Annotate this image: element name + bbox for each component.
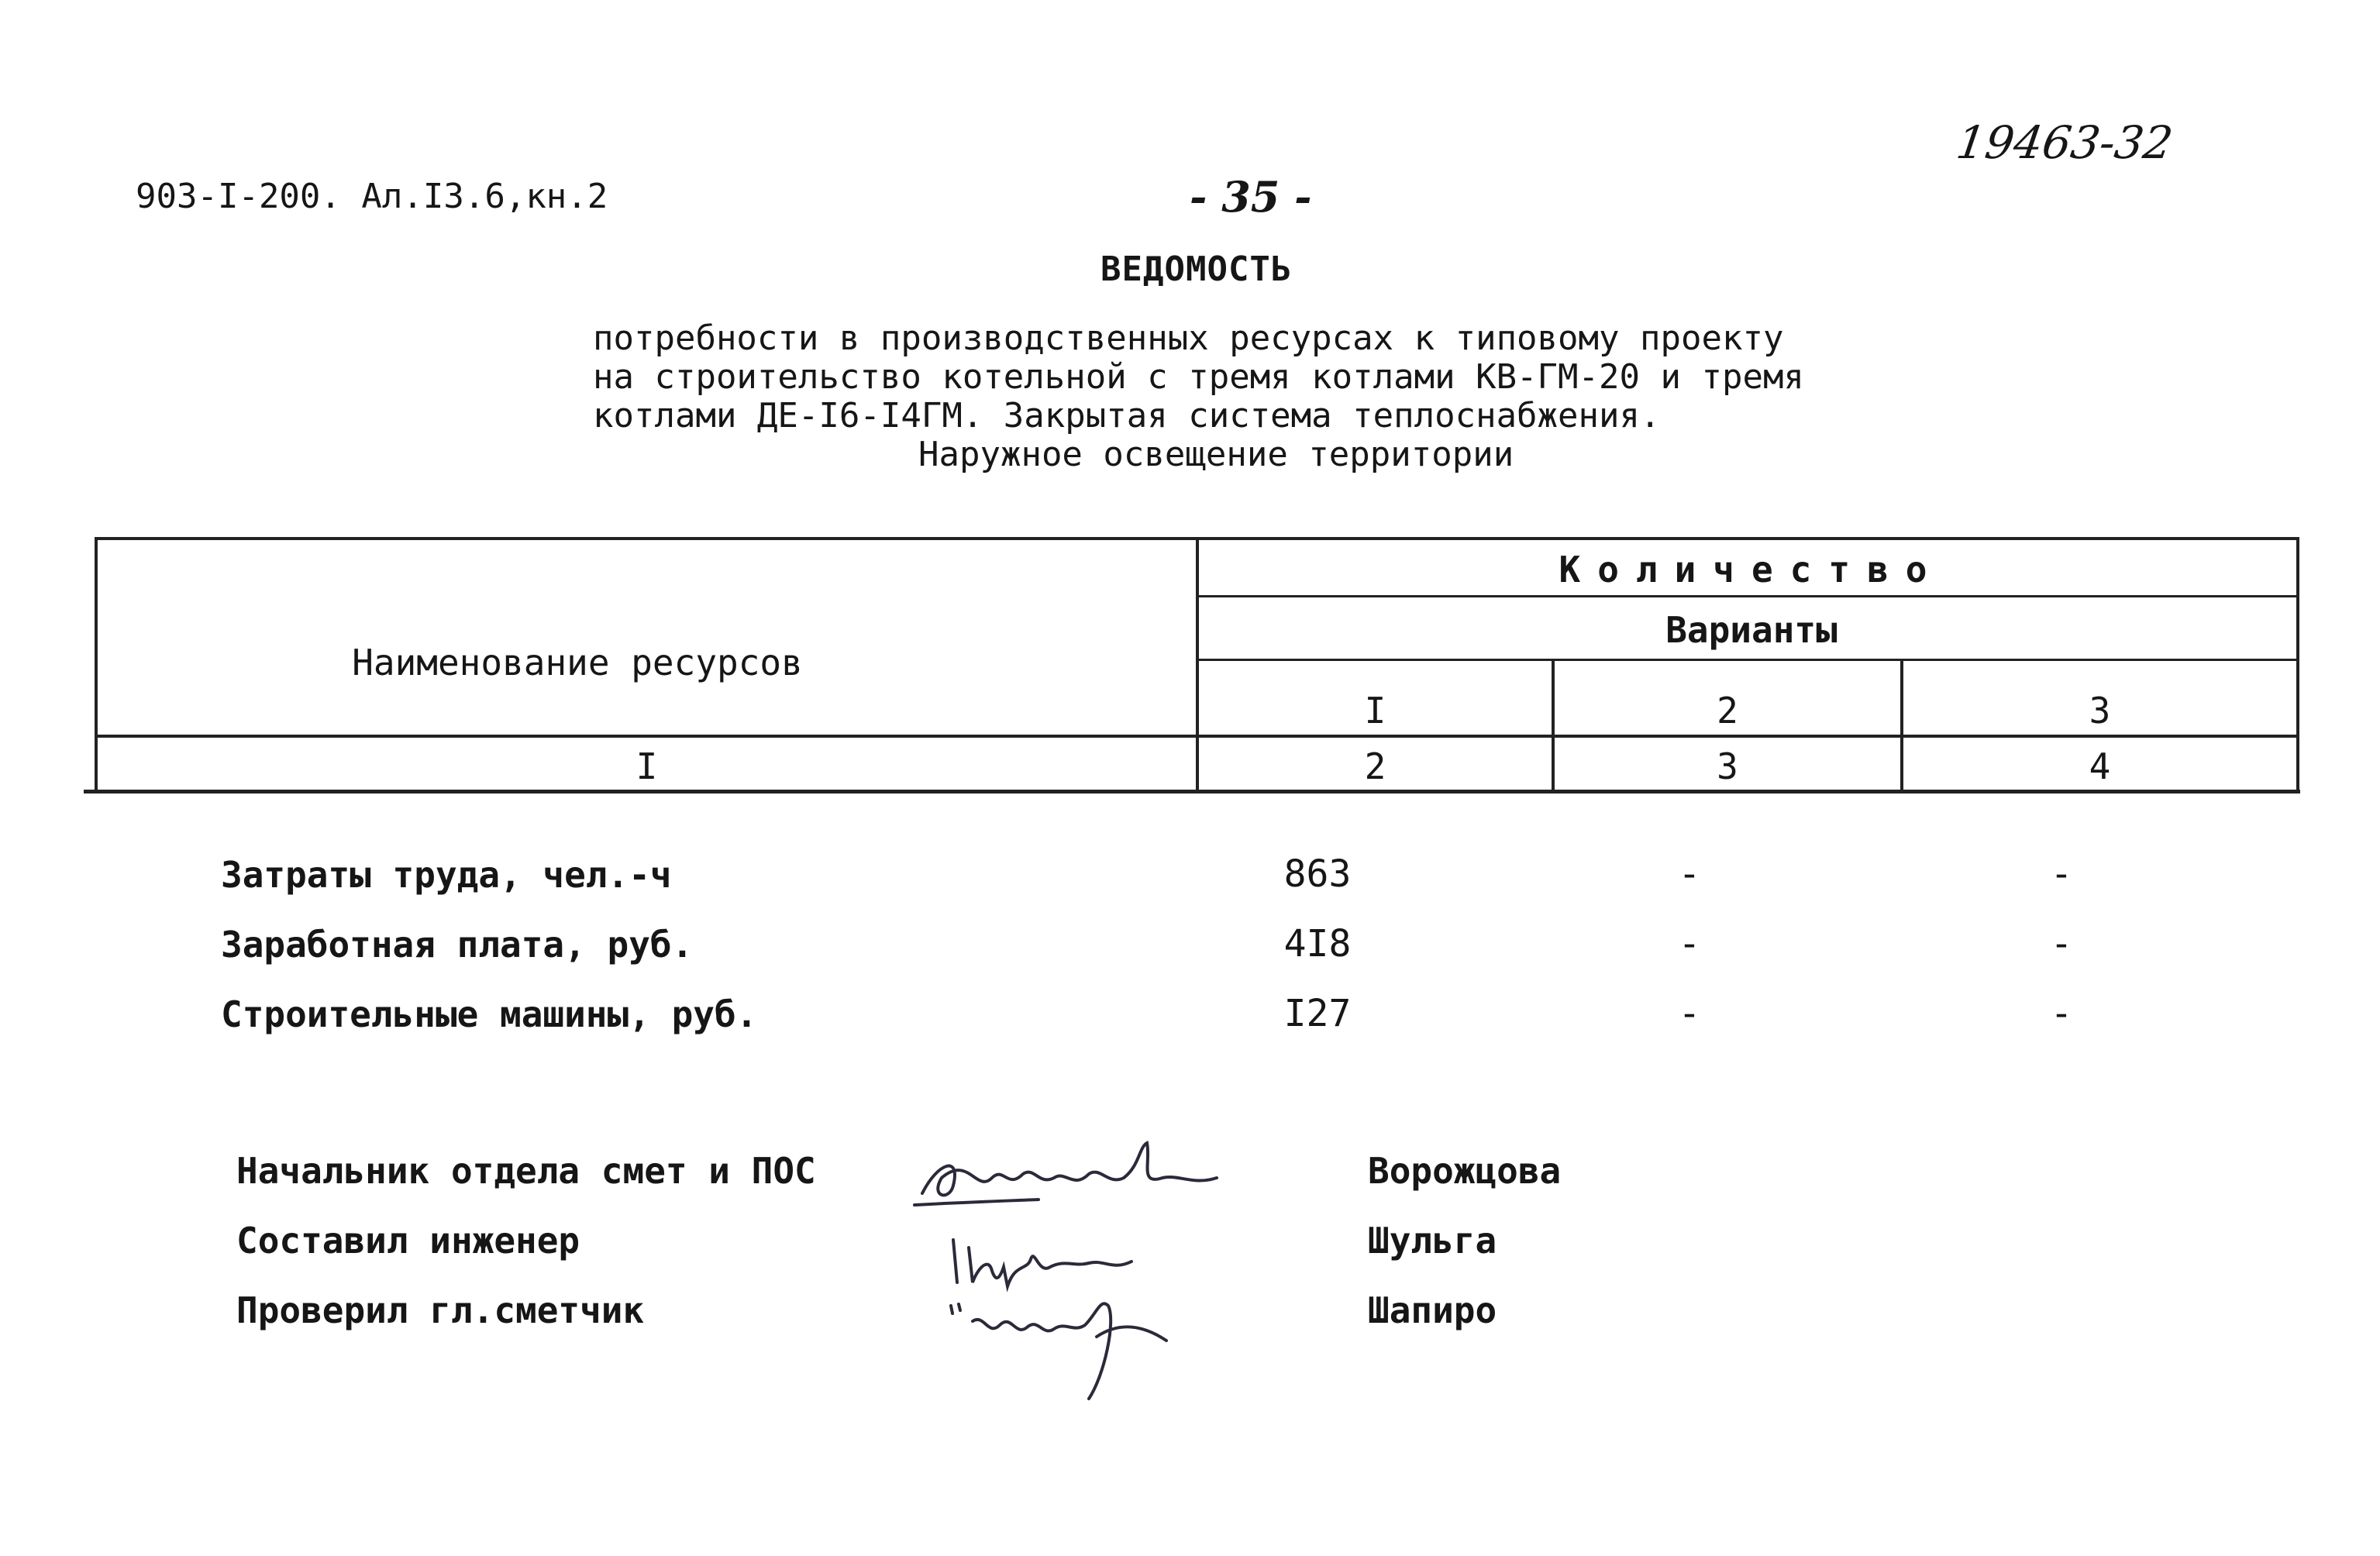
handwritten-signature: [942, 1290, 1205, 1406]
column-number: 2: [1364, 745, 1386, 787]
page-number: - 35 -: [1190, 172, 1312, 222]
row-value-variant-3: -: [2050, 992, 2073, 1035]
column-header-resource-name: Наименование ресурсов: [352, 642, 803, 683]
table-divider-variants: [1199, 659, 2296, 661]
table-divider-qty: [1199, 595, 2296, 597]
row-value-variant-2: -: [1678, 922, 1701, 966]
table-numbering-bottom: [84, 790, 2300, 793]
signature-role: Начальник отдела смет и ПОС: [236, 1150, 816, 1192]
archive-number: 19463-32: [1953, 116, 2176, 169]
row-value-variant-2: -: [1678, 852, 1701, 896]
row-name: Строительные машины, руб.: [221, 993, 758, 1035]
column-header-quantity: Количество: [1559, 549, 1944, 590]
subtitle-line: котлами ДЕ-I6-I4ГМ. Закрытая система теплоснабжения.: [593, 396, 1661, 435]
row-value-variant-1: I27: [1283, 992, 1352, 1035]
row-value-variant-1: 4I8: [1283, 922, 1352, 966]
subtitle-line: на строительство котельной с тремя котлами КВ-ГМ-20 и тремя: [593, 357, 1804, 397]
variant-label-2: 2: [1717, 690, 1738, 732]
variant-label-3: 3: [2089, 690, 2111, 732]
handwritten-signature: [942, 1224, 1159, 1294]
row-value-variant-1: 863: [1283, 852, 1352, 896]
variant-label-1: I: [1364, 690, 1386, 732]
document-title: ВЕДОМОСТЬ: [1100, 250, 1293, 289]
table-header-bottom: [95, 735, 2299, 738]
column-number: 4: [2089, 745, 2111, 787]
subtitle-line: Наружное освещение территории: [918, 435, 1514, 474]
column-number: I: [635, 745, 658, 787]
signature-name: Шапиро: [1368, 1289, 1497, 1331]
column-header-variants: Варианты: [1665, 609, 1838, 651]
table-right-border: [2296, 537, 2299, 793]
signature-role: Составил инженер: [236, 1220, 580, 1262]
signature-role: Проверил гл.сметчик: [236, 1289, 645, 1331]
subtitle-line: потребности в производственных ресурсах к типовому проекту: [593, 318, 1784, 358]
signature-name: Шульга: [1368, 1220, 1497, 1262]
row-name: Затраты труда, чел.-ч: [221, 854, 672, 896]
row-value-variant-3: -: [2050, 852, 2073, 896]
signature-name: Ворожцова: [1368, 1150, 1562, 1192]
document-code: 903-I-200. Ал.I3.6,кн.2: [136, 177, 608, 216]
column-number: 3: [1717, 745, 1738, 787]
document-subtitle: [593, 319, 1804, 474]
row-value-variant-3: -: [2050, 922, 2073, 966]
handwritten-signature: [907, 1131, 1248, 1217]
row-name: Заработная плата, руб.: [221, 924, 694, 966]
row-value-variant-2: -: [1678, 992, 1701, 1035]
